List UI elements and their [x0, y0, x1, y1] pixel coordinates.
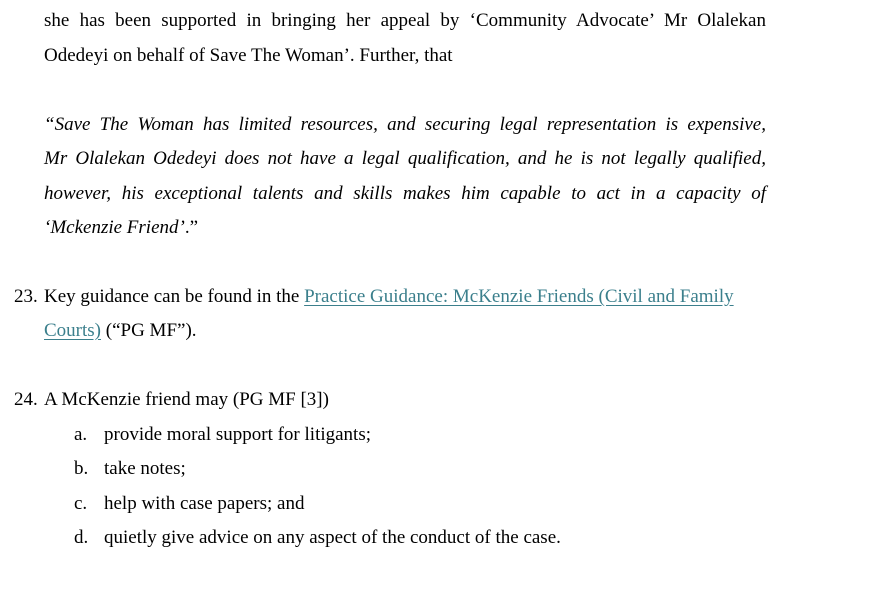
- para-24-number: 24.: [14, 389, 38, 410]
- quote-close: .”: [184, 217, 199, 238]
- list-item-text: help with case papers; and: [104, 493, 305, 514]
- para-23-text: Key guidance can be found in the: [44, 286, 305, 307]
- list-item-text: take notes;: [104, 458, 186, 479]
- quote-line-4: [44, 217, 198, 239]
- para-23-abbrev: (“PG MF”).: [101, 320, 197, 341]
- quote-mckenzie-friend: ‘Mckenzie Friend’: [44, 217, 185, 238]
- para-23-line-2: [44, 320, 197, 342]
- list-item-letter: b.: [74, 458, 89, 479]
- list-item-text: provide moral support for litigants;: [104, 424, 372, 445]
- para-24-text: A McKenzie friend may (PG MF [3]): [44, 389, 329, 410]
- practice-guidance-link[interactable]: Practice Guidance: McKenzie Friends (Civil and Family: [304, 286, 734, 307]
- para-23-line-1: [44, 286, 734, 308]
- intro-line-2: Odedeyi on behalf of Save The Woman’. Further, that: [44, 45, 453, 66]
- list-item-letter: c.: [74, 493, 88, 514]
- quote-line-3: however, his exceptional talents and skills makes him capable to act in a capacity of: [44, 183, 766, 204]
- list-item-letter: d.: [74, 527, 89, 548]
- para-23-number: 23.: [14, 286, 38, 307]
- list-item-letter: a.: [74, 424, 88, 445]
- quote-line-1: “Save The Woman has limited resources, and securing legal representation is expensive,: [44, 114, 766, 135]
- practice-guidance-link-cont[interactable]: Courts): [44, 320, 101, 341]
- list-item-text: quietly give advice on any aspect of the conduct of the case.: [104, 527, 561, 548]
- intro-line-1: she has been supported in bringing her appeal by ‘Community Advocate’ Mr Olalekan: [44, 10, 766, 31]
- quote-line-2: Mr Olalekan Odedeyi does not have a legal qualification, and he is not legally qualified,: [44, 148, 766, 169]
